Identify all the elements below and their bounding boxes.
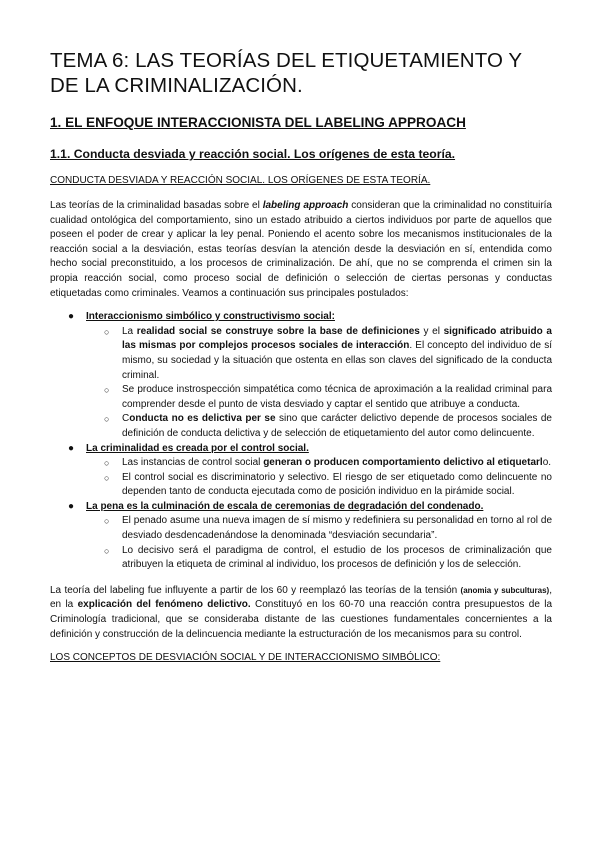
circle-bullet-icon: ○ bbox=[104, 385, 110, 396]
sub-item: ○ Lo decisivo será el paradigma de control, el estudio de los procesos de criminalización que atribuyen la etiqueta de criminal al individuo, los procesos de definición y los de selección. bbox=[104, 544, 552, 571]
closing-paragraph: La teoría del labeling fue influyente a partir de los 60 y reemplazó las teorías de la tensión (anomia y subculturas), en la explicación del fenómeno delictivo. Constituyó en los 60-70 una reacción contra presupuestos de la Criminología tradicional, que se consideraba distante de las cuestiones fundamentales concernientes a la definición y construcción de la delincuencia mediante la estructuración de los mecanismos para su control. bbox=[50, 584, 553, 640]
subsection-heading: 1.1. Conducta desviada y reacción social. Los orígenes de esta teoría. bbox=[50, 147, 456, 161]
bullet-icon: ● bbox=[68, 311, 75, 323]
postulate-item: ● La pena es la culminación de escala de ceremonias de degradación del condenado. ○ El penado asume una nueva imagen de sí mismo y redefiniera su personalidad en torno al rol de desviado desdencadenándose la denominada “desviación secundaria”. ○ Lo decisivo será el paradigma de control, el estudio de los procesos de criminalización que atribuyen la etiqueta de criminal al individuo, los procesos de definición y los de selección. bbox=[86, 500, 552, 573]
circle-bullet-icon: ○ bbox=[104, 458, 110, 469]
sub-item: ○ Se produce instrospección simpatética como técnica de aproximación a la realidad criminal para comprender desde el punto de vista desviado y captar el sentido que atribuye a conducta. bbox=[104, 384, 552, 410]
circle-bullet-icon: ○ bbox=[104, 326, 110, 337]
sub-item: ○ El penado asume una nueva imagen de sí mismo y redefiniera su personalidad en torno al rol de desviado desdencadenándose la denominada “desviación secundaria”. bbox=[104, 515, 552, 542]
sub-item: ○ Conducta no es delictiva per se sino que carácter delictivo depende de procesos sociales de definición de conducta delictiva y de selección de etiquetamiento del autor como delincuente. bbox=[104, 413, 552, 439]
page-title: TEMA 6: LAS TEORÍAS DEL ETIQUETAMIENTO Y DE LA CRIMINALIZACIÓN. bbox=[50, 49, 522, 97]
postulates-list bbox=[50, 310, 552, 573]
intro-paragraph: Las teorías de la criminalidad basadas sobre el labeling approach consideran que la criminalidad no constituiría cualidad ontológica del comportamiento, sino un estado atribuido a ciertos individuos por parte de aquellos que poseen el poder de crear y aplicar la ley penal. Poniendo el acento sobre los mecanismos institucionales de la reacción social a la desviación, estas teorías desvían la atención desde la desviación en sí, entendida como hecho social preconstituido, a los procesos de criminalización. De ahí, que no se comprenda el crimen sin la propia reacción social, como proceso social de definición o selección de ciertas personas y conductas etiquetadas como criminales. Veamos a continuación sus principales postulados: bbox=[50, 200, 552, 299]
circle-bullet-icon: ○ bbox=[104, 472, 110, 483]
caps-heading-origins: CONDUCTA DESVIADA Y REACCIÓN SOCIAL. LOS ORÍGENES DE ESTA TEORÍA. bbox=[50, 175, 431, 186]
sub-item: ○ La realidad social se construye sobre la base de definiciones y el significado atribuido a las mismas por complejos procesos sociales de interacción. El concepto del individuo de sí mismo, su sociedad y la situación que ostenta en ellas son claves del significado de la conducta criminal. bbox=[104, 325, 552, 381]
postulate-item: ● La criminalidad es creada por el control social. ○ Las instancias de control social generan o producen comportamiento delictivo al etiquetarlo. ○ El control social es discriminatorio y selectivo. El riesgo de ser etiquetado como delincuente no dependen tanto de conducta ejecutada como de posición individuo en la pirámide social. bbox=[86, 442, 552, 500]
bullet-icon: ● bbox=[68, 500, 75, 512]
caps-heading-concepts: LOS CONCEPTOS DE DESVIACIÓN SOCIAL Y DE INTERACCIONISMO SIMBÓLICO: bbox=[50, 652, 441, 664]
bullet-icon: ● bbox=[68, 442, 75, 454]
sub-item: ○ Las instancias de control social generan o producen comportamiento delictivo al etiquetarlo. bbox=[122, 456, 552, 471]
circle-bullet-icon: ○ bbox=[104, 545, 110, 556]
sub-item: ○ El control social es discriminatorio y selectivo. El riesgo de ser etiquetado como delincuente no dependen tanto de conducta ejecutada como de posición individuo en la pirámide social. bbox=[104, 471, 552, 498]
circle-bullet-icon: ○ bbox=[104, 414, 110, 425]
section-heading: 1. EL ENFOQUE INTERACCIONISTA DEL LABELING APPROACH bbox=[50, 115, 466, 130]
circle-bullet-icon: ○ bbox=[104, 516, 110, 527]
postulate-item: ● Interaccionismo simbólico y constructivismo social: ○ La realidad social se construye sobre la base de definiciones y el significado atribuido a las mismas por complejos procesos sociales de interacción. El concepto del individuo de sí mismo, su sociedad y la situación que ostenta en ellas son claves del significado de la conducta criminal. ○ Se produce instrospección simpatética como técnica de aproximación a la realidad criminal para comprender desde el punto de vista desviado y captar el sentido que atribuye a conducta. ○ Conducta no es delictiva per se sino que carácter delictivo depende de procesos sociales de definición de conducta delictiva y de selección de etiquetamiento del autor como delincuente. bbox=[86, 310, 552, 441]
